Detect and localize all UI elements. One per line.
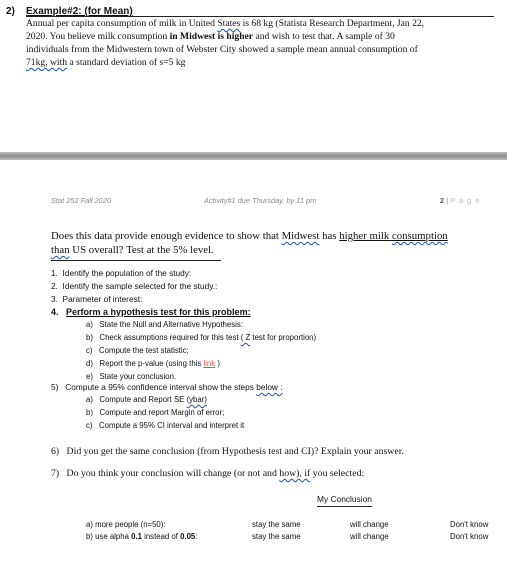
page-word: P a g e bbox=[450, 196, 481, 205]
hyp-a: a) State the Null and Alternative Hypothesis: bbox=[86, 320, 243, 329]
hyp-c: c) Compute the test statistic; bbox=[86, 346, 189, 355]
example-paragraph bbox=[26, 16, 494, 71]
page-number: 2 bbox=[440, 196, 445, 205]
para-line-2: 2020. You believe milk consumption in Midwest is higher and wish to test that. A sample of 30 bbox=[26, 31, 395, 42]
question-line-2: than US overall? Test at the 5% level. bbox=[51, 244, 214, 256]
row-a-change[interactable]: will change bbox=[350, 520, 389, 529]
para-line-3: individuals from the Midwestern town of Webster City showed a sample mean annual consumption of bbox=[26, 44, 418, 55]
row-b-dontknow[interactable]: Don't know bbox=[450, 532, 489, 541]
step-2: 2. Identify the sample selected for the study.: bbox=[51, 281, 218, 291]
example-heading: Example#2: (for Mean) bbox=[26, 6, 133, 17]
row-b-change[interactable]: will change bbox=[350, 532, 389, 541]
row-b-stay[interactable]: stay the same bbox=[252, 532, 301, 541]
conclusion-header: My Conclusion bbox=[317, 494, 372, 507]
p-value-link[interactable]: link bbox=[203, 359, 216, 368]
hyp-b: b) Check assumptions required for this test ( Z test for proportion) bbox=[86, 333, 317, 342]
ci-a: a) Compute and Report SE (ybar) bbox=[86, 395, 207, 404]
row-a-dontknow[interactable]: Don't know bbox=[450, 520, 489, 529]
ci-b: b) Compute and report Margin of error; bbox=[86, 408, 225, 417]
hyp-d: d) Report the p-value (using this link ) bbox=[86, 359, 220, 368]
question-rule bbox=[51, 260, 221, 261]
question-line-1: Does this data provide enough evidence to show that Midwest has higher milk consumption bbox=[51, 230, 448, 242]
step-4: 4. Perform a hypothesis test for this problem: bbox=[51, 307, 251, 317]
step-1: 1. Identify the population of the study: bbox=[51, 268, 192, 278]
ci-question: 5) Compute a 95% confidence interval show the steps below : bbox=[51, 382, 283, 392]
para-line-1: Annual per capita consumption of milk in United States is 68 kg (Statista Research Department, Jan 22, bbox=[26, 18, 425, 29]
hyp-e: e) State your conclusion. bbox=[86, 372, 177, 381]
page-sep: | bbox=[446, 196, 449, 205]
conclusion-row-a-label: a) more people (n=50): bbox=[86, 520, 166, 529]
step-3: 3. Parameter of interest: bbox=[51, 294, 143, 304]
example-number: 2) bbox=[6, 6, 15, 17]
page-divider bbox=[0, 152, 507, 160]
footer-page bbox=[440, 196, 480, 205]
para-line-4: 71kg, with a standard deviation of s=5 kg bbox=[26, 57, 186, 68]
conclusion-row-b-label: b) use alpha 0.1 instead of 0.05: bbox=[86, 532, 198, 541]
ci-c: c) Compute a 95% CI interval and interpret it bbox=[86, 421, 245, 430]
question-7: 7) Do you think your conclusion will change (or not and how), if you selected: bbox=[51, 468, 365, 479]
footer-due: Activity#1 due Thursday, by 11 pm bbox=[204, 196, 317, 205]
row-a-stay[interactable]: stay the same bbox=[252, 520, 301, 529]
footer-course: Stat 252 Fall 2020 bbox=[51, 196, 111, 205]
question-6: 6) Did you get the same conclusion (from Hypothesis test and CI)? Explain your answer. bbox=[51, 446, 404, 457]
